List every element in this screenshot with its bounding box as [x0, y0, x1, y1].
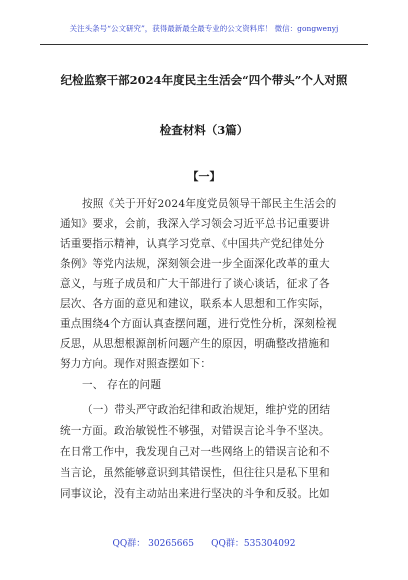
document-title-line-1: 纪检监察干部2024年度民主生活会“四个带头”个人对照: [60, 73, 348, 87]
body-text-line: （一）带头严守政治纪律和政治规矩，维护党的团结: [82, 404, 331, 416]
body-text-line: 努力方向。现作对照查摆如下：: [60, 358, 212, 370]
body-text-line: 反思，从思想根源剖析问题产生的原因，明确整改措施和: [60, 338, 330, 350]
body-text-line: 通知》要求，会前，我深入学习领会习近平总书记重要讲: [60, 218, 330, 230]
body-text-line: 按照《关于开好2024年度党员领导干部民主生活会的: [82, 198, 337, 210]
page-header: [40, 18, 368, 45]
body-text-line: 在日常工作中，我发现自己对一些网络上的错误言论和不: [60, 446, 330, 458]
body-text-line: 同事议论，没有主动站出来进行坚决的斗争和反驳。比如: [60, 488, 330, 500]
body-text-line: 条例》等党内法规，深刻领会进一步全面深化改革的重大: [60, 258, 330, 270]
body-text-line: 统一方面。政治敏锐性不够强，对错误言论斗争不坚决。: [60, 425, 330, 437]
section-heading: 一、 存在的问题: [82, 379, 162, 391]
header-text: 关注头条号“公文研究”，获得最新最全最专业的公文资料库！ 微信：gongwenyj: [69, 24, 339, 33]
body-text-line: 意义，与班子成员和广大干部进行了谈心谈话，征求了各: [60, 278, 330, 290]
body-text-line: 重点围绕4个方面认真查摆问题，进行党性分析，深刻检视: [60, 318, 337, 330]
page-footer: QQ群： 30265665 QQ群：535304092: [112, 539, 296, 549]
section-marker: 【一】: [187, 170, 221, 183]
body-text-line: 当言论，虽然能够意识到其错误性，但往往只是私下里和: [60, 467, 330, 479]
document-title-line-2: 检查材料（3篇）: [159, 123, 249, 137]
body-text-line: 层次、各方面的意见和建议，联系本人思想和工作实际，: [60, 298, 330, 310]
body-text-line: 话重要指示精神，认真学习党章、《中国共产党纪律处分: [60, 238, 325, 250]
